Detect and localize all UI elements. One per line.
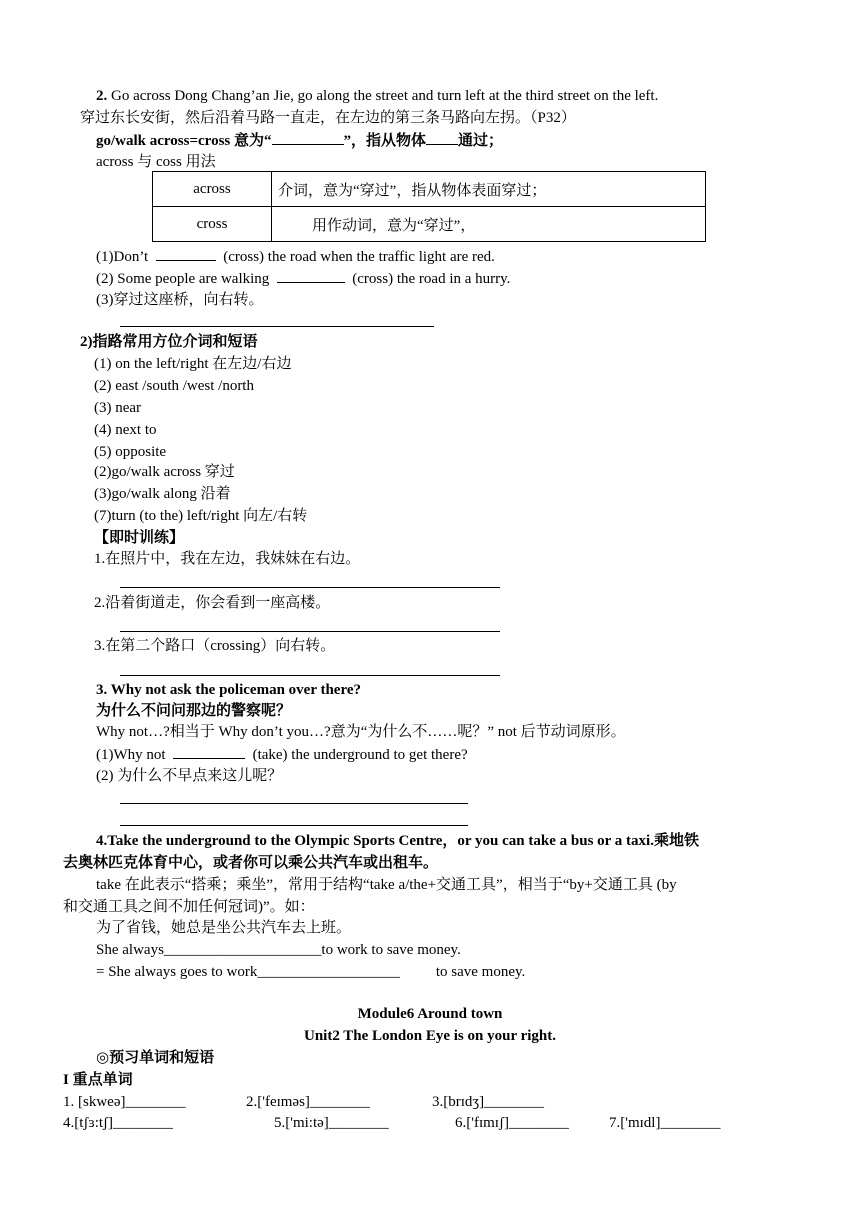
practice-q3: 3.在第二个路口（crossing）向右转。 <box>94 638 336 654</box>
vocab-item: 4.[tʃɜ:tʃ]________ <box>63 1115 174 1131</box>
table-cell-word: cross <box>153 207 272 242</box>
table-row <box>153 172 706 207</box>
section2-translation: 穿过东长安街，然后沿着马路一直走，在左边的第三条马路向左拐。（P32） <box>80 110 576 126</box>
section3-title-cn: 为什么不问问那边的警察呢？ <box>96 703 292 719</box>
exercise-3: (3)穿过这座桥，向右转。 <box>96 292 264 308</box>
answer-line[interactable] <box>120 587 500 588</box>
section4-ex1: She always_____________________to work to save money. <box>96 942 461 958</box>
list-item: (2) east /south /west /north <box>94 378 254 394</box>
section4-title-1: 4.Take the underground to the Olympic Sports Centre，or you can take a bus or a taxi.乘地铁 <box>96 833 699 849</box>
exercise-1: (1)Don’t (cross) the road when the traffic light are red. <box>96 246 495 267</box>
answer-line[interactable] <box>120 675 500 676</box>
vocab-item: 1. [skweə]________ <box>63 1094 186 1110</box>
vocab-item: 7.['mɪdl]________ <box>609 1115 721 1131</box>
list-item: (7)turn (to the) left/right 向左/右转 <box>94 508 308 524</box>
answer-line[interactable] <box>120 326 434 327</box>
list-item: (3) near <box>94 400 142 416</box>
preview-section: I 重点单词 <box>63 1072 133 1088</box>
vocab-item: 6.['fɪmɪʃ]________ <box>455 1115 569 1131</box>
section3-ex1: (1)Why not (take) the underground to get there? <box>96 744 468 765</box>
section2-sentence: 2. Go across Dong Chang’an Jie, go along the street and turn left at the third street on the left. <box>96 88 659 104</box>
answer-blank[interactable] <box>156 246 216 261</box>
section3-title-en: 3. Why not ask the policeman over there? <box>96 682 361 698</box>
usage-table <box>152 171 706 242</box>
usage-title: across 与 coss 用法 <box>96 154 216 170</box>
rule-blank-1[interactable] <box>272 130 344 145</box>
list-item: (3)go/walk along 沿着 <box>94 486 231 502</box>
answer-line[interactable] <box>120 631 500 632</box>
table-cell-desc: 用作动词，意为“穿过”， <box>272 207 706 242</box>
list-item: (2)go/walk across 穿过 <box>94 464 235 480</box>
section3-ex2: (2) 为什么不早点来这儿呢？ <box>96 768 283 784</box>
section4-ex2: = She always goes to work___________________ to save money. <box>96 964 526 980</box>
vocab-item: 2.['feɪməs]________ <box>246 1094 370 1110</box>
vocab-item: 5.['mi:tə]________ <box>274 1115 389 1131</box>
practice-q1: 1.在照片中，我在左边，我妹妹在右边。 <box>94 551 361 567</box>
vocab-item: 3.[brɪdʒ]________ <box>432 1094 545 1110</box>
directions-title: 2)指路常用方位介词和短语 <box>80 334 258 350</box>
table-row <box>153 207 706 242</box>
answer-line[interactable] <box>120 803 468 804</box>
answer-blank[interactable] <box>173 744 245 759</box>
exercise-2: (2) Some people are walking (cross) the road in a hurry. <box>96 268 510 289</box>
preview-title: ◎预习单词和短语 <box>96 1050 215 1066</box>
section4-note-1: take 在此表示“搭乘；乘坐”，常用于结构“take a/the+交通工具”，相当于“by+交通工具 (by <box>96 877 677 893</box>
list-item: (4) next to <box>94 422 157 438</box>
section4-title-2: 去奥林匹克体育中心，或者你可以乘公共汽车或出租车。 <box>63 855 439 871</box>
rule-blank-2[interactable] <box>426 130 458 145</box>
practice-title: 【即时训练】 <box>94 530 185 546</box>
section3-note: Why not…?相当于 Why don’t you…?意为“为什么不……呢？” not 后节动词原形。 <box>96 724 626 740</box>
practice-q2: 2.沿着街道走，你会看到一座高楼。 <box>94 595 331 611</box>
section2-rule: go/walk across=cross 意为“ ”，指从物体 通过； <box>96 130 503 151</box>
section4-example: 为了省钱，她总是坐公共汽车去上班。 <box>96 920 352 936</box>
answer-blank[interactable] <box>277 268 345 283</box>
unit-title: Unit2 The London Eye is on your right. <box>303 1028 556 1044</box>
answer-line[interactable] <box>120 825 468 826</box>
module-title: Module6 Around town <box>357 1006 503 1022</box>
list-item: (5) opposite <box>94 444 167 460</box>
table-cell-desc: 介词，意为“穿过”，指从物体表面穿过； <box>272 172 706 207</box>
section4-note-2: 和交通工具之间不加任何冠词)”。如： <box>63 899 315 915</box>
table-cell-word: across <box>153 172 272 207</box>
list-item: (1) on the left/right 在左边/右边 <box>94 356 292 372</box>
